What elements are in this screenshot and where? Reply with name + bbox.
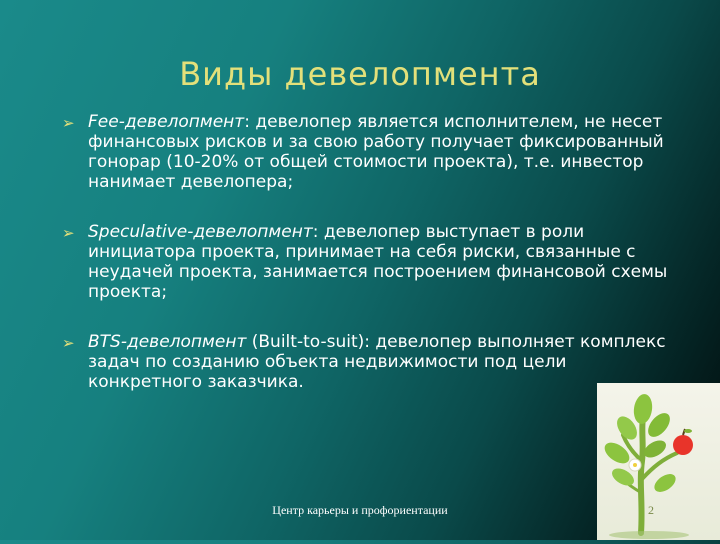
tree-with-apple-logo-icon	[597, 383, 720, 540]
arrowhead-bullet-icon: ➢	[62, 334, 75, 352]
arrowhead-bullet-icon: ➢	[62, 114, 75, 132]
bullet-item-speculative	[62, 222, 672, 302]
bullet-list	[62, 112, 672, 422]
bullet-text: : девелопер выступает в роли инициатора проекта, принимает на себя риски, связанные с неудачей проекта, занимается построением финансовой схемы проекта;	[88, 222, 668, 302]
bullet-item-bts	[62, 332, 672, 392]
bullet-item-fee	[62, 112, 672, 192]
footer-text: Центр карьеры и профориентации	[272, 503, 448, 517]
slide-title: Виды девелопмента	[179, 55, 541, 93]
bullet-term: Speculative-девелопмент	[88, 222, 313, 242]
bullet-term: Fee-девелопмент	[88, 112, 245, 132]
bullet-text: : девелопер является исполнителем, не несет финансовых рисков и за свою работу получает фиксированный гонорар (10-20% от общей стоимости проекта), т.е. инвестор нанимает девелопера;	[88, 112, 664, 192]
bullet-text: (Built-to-suit): девелопер выполняет комплекс задач по созданию объекта недвижимости под цели конкретного заказчика.	[88, 332, 666, 392]
page-number: 2	[648, 503, 654, 517]
arrowhead-bullet-icon: ➢	[62, 224, 75, 242]
bullet-term: BTS-девелопмент	[88, 332, 247, 352]
